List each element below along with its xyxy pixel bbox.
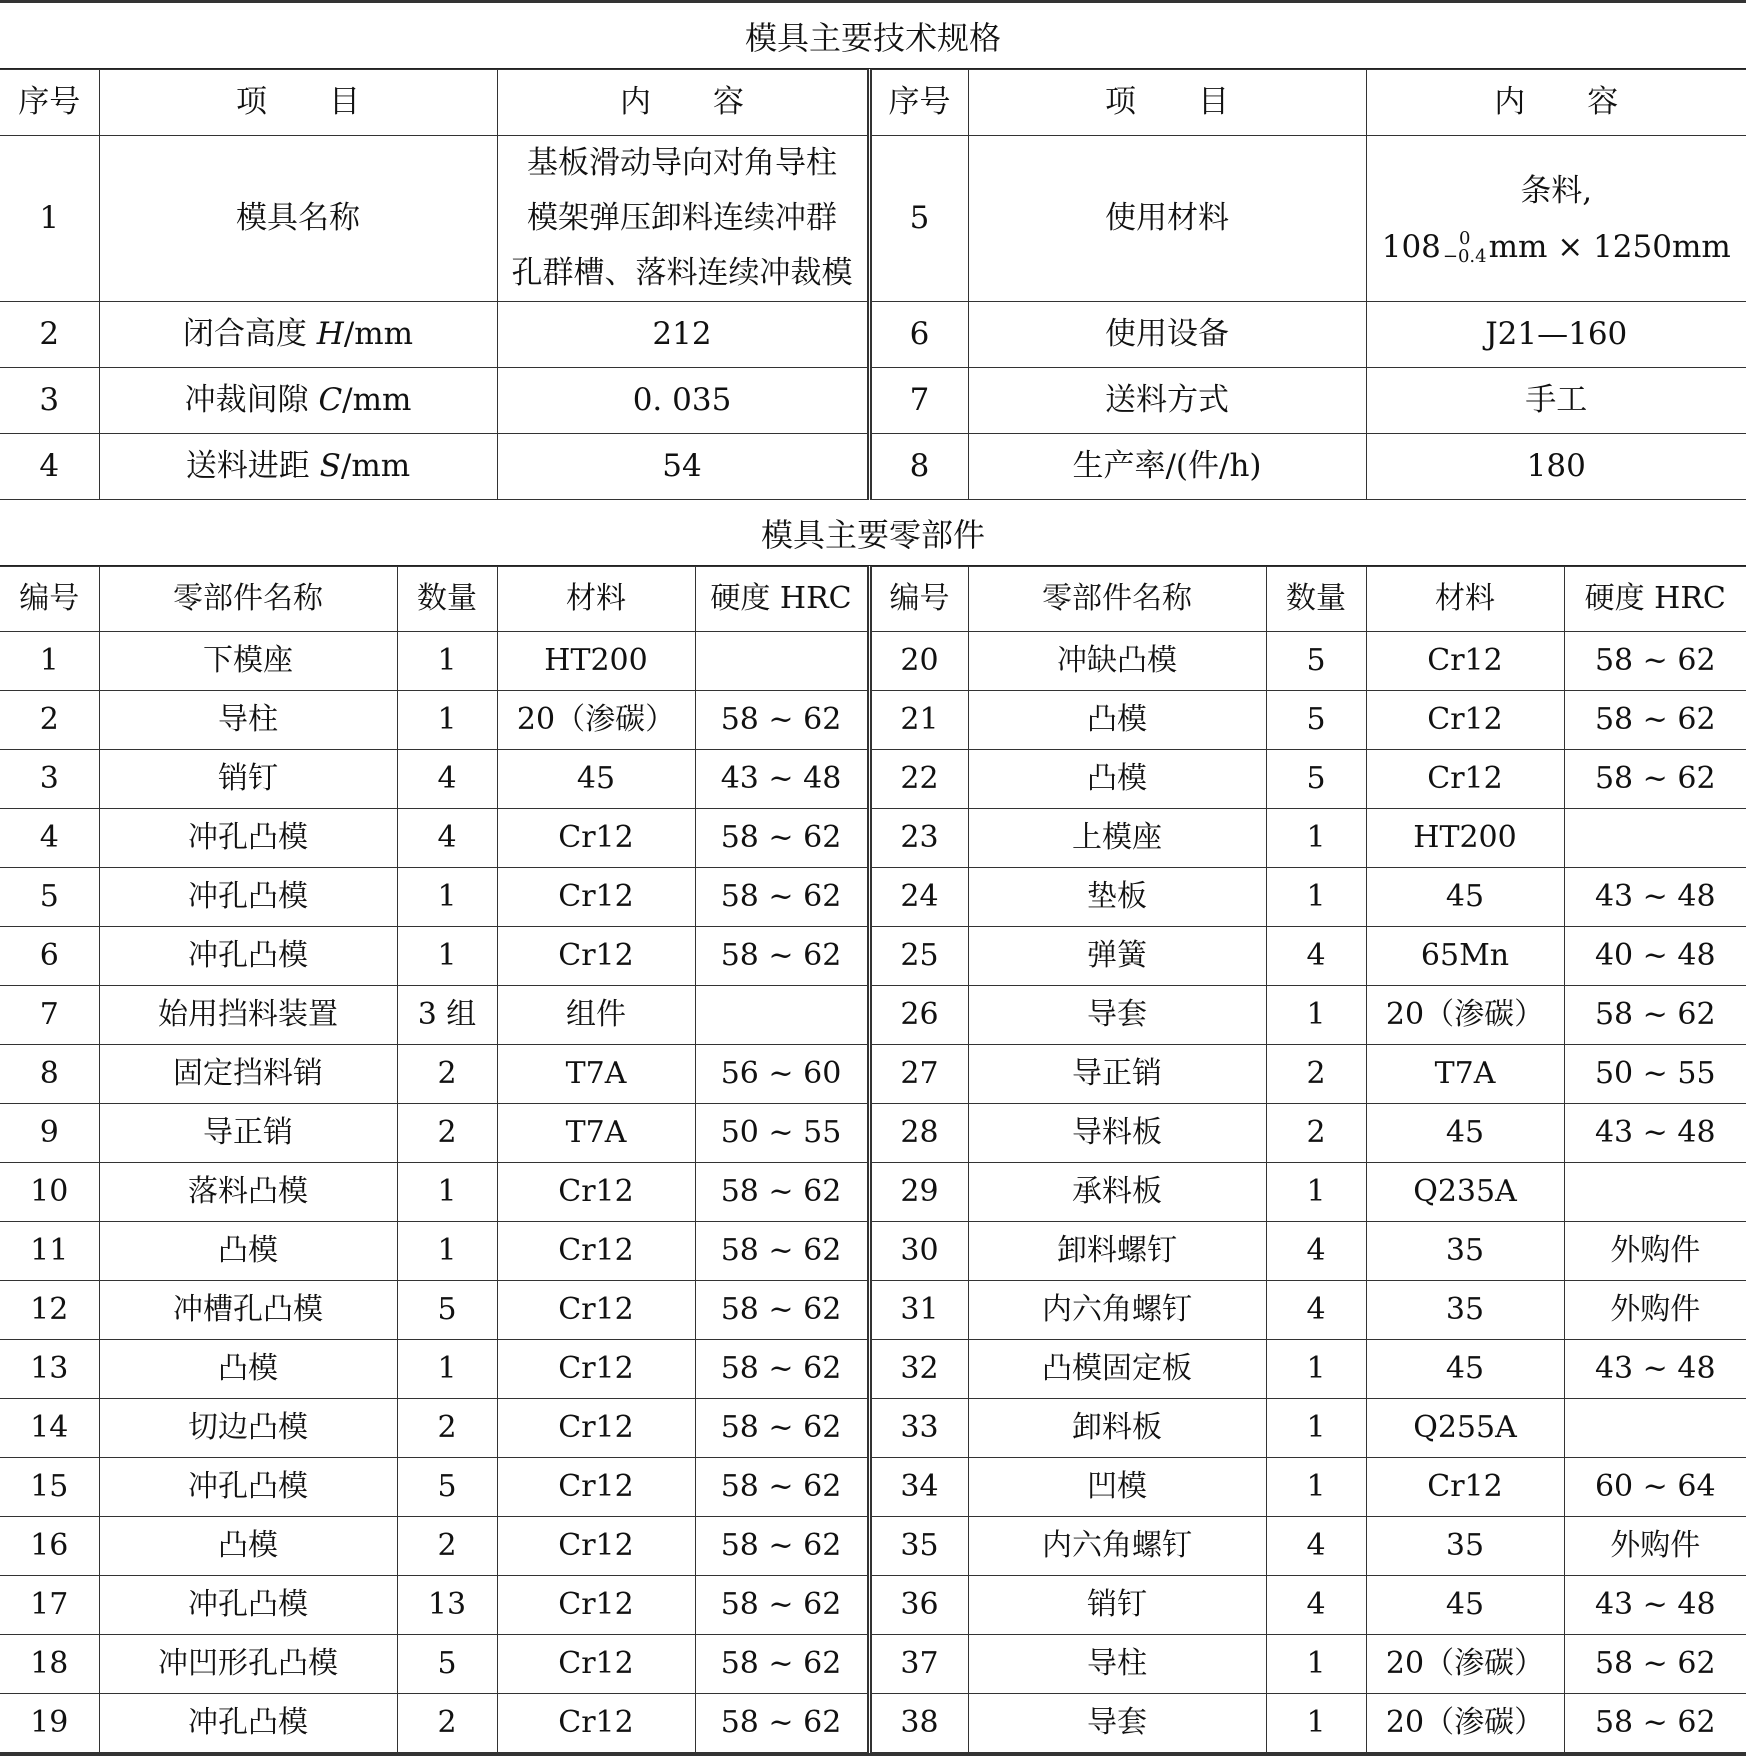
part-hardness: 50 ~ 55	[1564, 1045, 1746, 1104]
part-qty: 1	[397, 632, 497, 691]
part-name: 上模座	[968, 809, 1266, 868]
part-name: 冲孔凸模	[99, 809, 397, 868]
part-material: Cr12	[497, 1281, 695, 1340]
part-qty: 1	[397, 927, 497, 986]
part-qty: 4	[1266, 1222, 1366, 1281]
part-hardness: 58 ~ 62	[1564, 986, 1746, 1045]
part-qty: 1	[1266, 868, 1366, 927]
parts-title: 模具主要零部件	[0, 500, 1746, 566]
part-name: 切边凸模	[99, 1399, 397, 1458]
part-material: 20（渗碳）	[1366, 1635, 1564, 1694]
part-name: 导料板	[968, 1104, 1266, 1163]
part-no: 6	[0, 927, 99, 986]
part-hardness: 58 ~ 62	[1564, 1694, 1746, 1753]
part-hardness: 60 ~ 64	[1564, 1458, 1746, 1517]
part-name: 凸模	[99, 1340, 397, 1399]
part-no: 31	[869, 1281, 968, 1340]
part-no: 1	[0, 632, 99, 691]
part-no: 38	[869, 1694, 968, 1753]
part-hardness: 58 ~ 62	[695, 1281, 869, 1340]
spec-cell-item: 生产率/(件/h)	[968, 434, 1366, 500]
spec-header-row	[0, 70, 1746, 136]
part-hardness	[1564, 1163, 1746, 1222]
part-name: 承料板	[968, 1163, 1266, 1222]
part-material: 65Mn	[1366, 927, 1564, 986]
part-material: Cr12	[497, 927, 695, 986]
parts-row	[0, 986, 1746, 1045]
part-no: 23	[869, 809, 968, 868]
part-no: 36	[869, 1576, 968, 1635]
part-name: 冲孔凸模	[99, 1458, 397, 1517]
item-unit: /mm	[341, 448, 410, 484]
item-text: 送料进距	[186, 448, 320, 484]
spec-title: 模具主要技术规格	[0, 3, 1746, 69]
part-name: 导套	[968, 986, 1266, 1045]
part-material: Cr12	[497, 1694, 695, 1753]
part-hardness: 58 ~ 62	[1564, 750, 1746, 809]
part-no: 18	[0, 1635, 99, 1694]
mold-name-line: 模架弹压卸料连续冲群	[498, 191, 867, 246]
part-qty: 1	[397, 1340, 497, 1399]
spec-cell-no: 6	[869, 302, 968, 368]
part-hardness: 43 ~ 48	[1564, 1576, 1746, 1635]
spec-cell-item: 使用设备	[968, 302, 1366, 368]
part-hardness: 43 ~ 48	[1564, 1104, 1746, 1163]
part-name: 导正销	[99, 1104, 397, 1163]
tolerance	[1443, 230, 1487, 266]
parts-header-cell: 零部件名称	[968, 567, 1266, 632]
parts-row	[0, 1517, 1746, 1576]
part-no: 13	[0, 1340, 99, 1399]
parts-table	[0, 566, 1746, 1753]
part-hardness	[1564, 1399, 1746, 1458]
part-name: 落料凸模	[99, 1163, 397, 1222]
part-qty: 1	[1266, 986, 1366, 1045]
part-name: 冲孔凸模	[99, 1694, 397, 1753]
part-no: 4	[0, 809, 99, 868]
part-no: 5	[0, 868, 99, 927]
part-name: 冲孔凸模	[99, 868, 397, 927]
part-material: 45	[1366, 1104, 1564, 1163]
part-material: Cr12	[1366, 632, 1564, 691]
part-name: 下模座	[99, 632, 397, 691]
part-hardness: 43 ~ 48	[1564, 1340, 1746, 1399]
part-material: 45	[1366, 1576, 1564, 1635]
part-qty: 4	[1266, 927, 1366, 986]
part-hardness	[1564, 809, 1746, 868]
part-material: Cr12	[497, 1340, 695, 1399]
part-name: 导柱	[968, 1635, 1266, 1694]
spec-cell-content: 54	[497, 434, 869, 500]
parts-row	[0, 1281, 1746, 1340]
part-hardness: 58 ~ 62	[695, 868, 869, 927]
parts-header-cell: 硬度 HRC	[695, 567, 869, 632]
part-no: 37	[869, 1635, 968, 1694]
part-name: 始用挡料装置	[99, 986, 397, 1045]
part-hardness: 58 ~ 62	[695, 1399, 869, 1458]
part-name: 凸模	[968, 750, 1266, 809]
part-material: Cr12	[1366, 1458, 1564, 1517]
part-qty: 1	[1266, 1458, 1366, 1517]
part-material: Cr12	[497, 1458, 695, 1517]
item-unit: /mm	[344, 316, 413, 352]
material-dimension	[1367, 219, 1746, 275]
part-no: 14	[0, 1399, 99, 1458]
part-no: 24	[869, 868, 968, 927]
material-rest: mm × 1250mm	[1489, 229, 1731, 265]
parts-header-cell: 数量	[1266, 567, 1366, 632]
parts-row	[0, 1399, 1746, 1458]
part-qty: 13	[397, 1576, 497, 1635]
part-name: 弹簧	[968, 927, 1266, 986]
material-base: 108	[1382, 229, 1441, 265]
part-material: Cr12	[497, 1517, 695, 1576]
part-name: 内六角螺钉	[968, 1517, 1266, 1576]
part-hardness: 43 ~ 48	[1564, 868, 1746, 927]
parts-row	[0, 927, 1746, 986]
material-line: 条料,	[1367, 163, 1746, 219]
part-qty: 2	[1266, 1045, 1366, 1104]
part-material: 组件	[497, 986, 695, 1045]
part-name: 冲缺凸模	[968, 632, 1266, 691]
part-name: 冲槽孔凸模	[99, 1281, 397, 1340]
part-name: 垫板	[968, 868, 1266, 927]
part-material: Cr12	[497, 1635, 695, 1694]
parts-header-cell: 编号	[869, 567, 968, 632]
part-material: 45	[497, 750, 695, 809]
part-qty: 5	[397, 1281, 497, 1340]
part-qty: 2	[397, 1694, 497, 1753]
part-no: 19	[0, 1694, 99, 1753]
parts-row	[0, 1045, 1746, 1104]
part-hardness: 43 ~ 48	[695, 750, 869, 809]
spec-cell-item	[99, 302, 497, 368]
item-unit: /mm	[342, 382, 411, 418]
part-hardness: 58 ~ 62	[695, 691, 869, 750]
part-material: Cr12	[1366, 750, 1564, 809]
part-material: Q235A	[1366, 1163, 1564, 1222]
spec-cell-item	[99, 368, 497, 434]
part-no: 33	[869, 1399, 968, 1458]
part-qty: 5	[1266, 750, 1366, 809]
part-hardness: 40 ~ 48	[1564, 927, 1746, 986]
part-no: 20	[869, 632, 968, 691]
spec-header-cell: 内 容	[497, 70, 869, 136]
part-qty: 5	[397, 1635, 497, 1694]
part-no: 3	[0, 750, 99, 809]
spec-row	[0, 136, 1746, 302]
spec-cell-no: 3	[0, 368, 99, 434]
parts-row	[0, 1104, 1746, 1163]
part-name: 凸模	[99, 1222, 397, 1281]
part-qty: 4	[1266, 1517, 1366, 1576]
part-no: 15	[0, 1458, 99, 1517]
part-material: HT200	[497, 632, 695, 691]
tolerance-lower: −0.4	[1443, 248, 1487, 266]
part-no: 34	[869, 1458, 968, 1517]
item-text: 冲裁间隙	[185, 382, 319, 418]
parts-row	[0, 1340, 1746, 1399]
part-qty: 3 组	[397, 986, 497, 1045]
part-name: 导柱	[99, 691, 397, 750]
spec-cell-content: 0. 035	[497, 368, 869, 434]
part-name: 导套	[968, 1694, 1266, 1753]
part-no: 7	[0, 986, 99, 1045]
part-material: Cr12	[497, 1222, 695, 1281]
part-qty: 2	[397, 1045, 497, 1104]
part-no: 29	[869, 1163, 968, 1222]
part-material: T7A	[497, 1104, 695, 1163]
part-qty: 1	[1266, 1340, 1366, 1399]
part-no: 21	[869, 691, 968, 750]
part-qty: 1	[1266, 809, 1366, 868]
part-qty: 1	[1266, 1399, 1366, 1458]
spec-cell-no: 8	[869, 434, 968, 500]
part-material: 45	[1366, 1340, 1564, 1399]
part-hardness: 58 ~ 62	[695, 809, 869, 868]
part-no: 26	[869, 986, 968, 1045]
part-hardness: 58 ~ 62	[1564, 691, 1746, 750]
part-material: 35	[1366, 1281, 1564, 1340]
spec-cell-item: 送料方式	[968, 368, 1366, 434]
part-name: 凹模	[968, 1458, 1266, 1517]
part-no: 22	[869, 750, 968, 809]
parts-header-cell: 材料	[1366, 567, 1564, 632]
item-variable: C	[318, 382, 342, 418]
parts-row	[0, 1163, 1746, 1222]
part-qty: 1	[397, 691, 497, 750]
parts-header-row	[0, 567, 1746, 632]
part-hardness: 58 ~ 62	[695, 1694, 869, 1753]
part-name: 导正销	[968, 1045, 1266, 1104]
part-no: 17	[0, 1576, 99, 1635]
parts-header-cell: 材料	[497, 567, 695, 632]
part-no: 9	[0, 1104, 99, 1163]
part-hardness: 58 ~ 62	[695, 1222, 869, 1281]
part-name: 冲孔凸模	[99, 927, 397, 986]
spec-cell-no: 5	[869, 136, 968, 302]
parts-header-cell: 数量	[397, 567, 497, 632]
spec-cell-no: 4	[0, 434, 99, 500]
part-name: 凸模固定板	[968, 1340, 1266, 1399]
part-name: 冲孔凸模	[99, 1576, 397, 1635]
item-text: 闭合高度	[183, 316, 317, 352]
part-no: 32	[869, 1340, 968, 1399]
part-material: Q255A	[1366, 1399, 1564, 1458]
part-hardness: 58 ~ 62	[695, 1576, 869, 1635]
part-no: 30	[869, 1222, 968, 1281]
spec-cell-no: 7	[869, 368, 968, 434]
part-material: 35	[1366, 1222, 1564, 1281]
part-hardness: 58 ~ 62	[695, 1163, 869, 1222]
spec-cell-item: 模具名称	[99, 136, 497, 302]
spec-cell-content: 手工	[1366, 368, 1746, 434]
spec-cell-content: J21—160	[1366, 302, 1746, 368]
spec-header-cell: 序号	[869, 70, 968, 136]
parts-row	[0, 868, 1746, 927]
part-hardness	[695, 632, 869, 691]
part-no: 25	[869, 927, 968, 986]
parts-row	[0, 1222, 1746, 1281]
part-qty: 1	[1266, 1163, 1366, 1222]
part-qty: 4	[1266, 1576, 1366, 1635]
part-qty: 4	[397, 750, 497, 809]
parts-row	[0, 1635, 1746, 1694]
part-hardness: 外购件	[1564, 1517, 1746, 1576]
part-hardness: 外购件	[1564, 1281, 1746, 1340]
part-name: 固定挡料销	[99, 1045, 397, 1104]
part-hardness: 58 ~ 62	[695, 927, 869, 986]
part-no: 8	[0, 1045, 99, 1104]
part-material: 35	[1366, 1517, 1564, 1576]
part-qty: 2	[397, 1399, 497, 1458]
part-name: 冲凹形孔凸模	[99, 1635, 397, 1694]
part-name: 卸料板	[968, 1399, 1266, 1458]
part-hardness: 58 ~ 62	[695, 1517, 869, 1576]
part-hardness: 56 ~ 60	[695, 1045, 869, 1104]
part-hardness	[695, 986, 869, 1045]
item-variable: H	[317, 316, 344, 352]
part-hardness: 58 ~ 62	[695, 1340, 869, 1399]
part-material: 20（渗碳）	[497, 691, 695, 750]
item-variable: S	[320, 448, 341, 484]
part-hardness: 外购件	[1564, 1222, 1746, 1281]
part-qty: 2	[397, 1517, 497, 1576]
part-qty: 5	[1266, 691, 1366, 750]
spec-row	[0, 434, 1746, 500]
part-material: 20（渗碳）	[1366, 986, 1564, 1045]
part-qty: 5	[397, 1458, 497, 1517]
spec-header-cell: 项 目	[968, 70, 1366, 136]
part-material: Cr12	[497, 868, 695, 927]
part-qty: 2	[397, 1104, 497, 1163]
part-hardness: 58 ~ 62	[695, 1458, 869, 1517]
tolerance-upper: 0	[1443, 230, 1487, 248]
parts-row	[0, 1576, 1746, 1635]
part-hardness: 58 ~ 62	[695, 1635, 869, 1694]
spec-table	[0, 69, 1746, 500]
part-hardness: 50 ~ 55	[695, 1104, 869, 1163]
parts-header-cell: 硬度 HRC	[1564, 567, 1746, 632]
parts-header-cell: 零部件名称	[99, 567, 397, 632]
spec-row	[0, 302, 1746, 368]
parts-row	[0, 1694, 1746, 1753]
spec-header-cell: 项 目	[99, 70, 497, 136]
part-material: T7A	[1366, 1045, 1564, 1104]
part-material: Cr12	[497, 1163, 695, 1222]
part-qty: 1	[397, 868, 497, 927]
spec-cell-item	[99, 434, 497, 500]
part-material: Cr12	[497, 809, 695, 868]
part-no: 35	[869, 1517, 968, 1576]
part-qty: 1	[397, 1222, 497, 1281]
part-qty: 1	[1266, 1635, 1366, 1694]
part-name: 凸模	[968, 691, 1266, 750]
part-qty: 1	[397, 1163, 497, 1222]
part-no: 27	[869, 1045, 968, 1104]
spec-cell-content: 212	[497, 302, 869, 368]
parts-row	[0, 750, 1746, 809]
part-hardness: 58 ~ 62	[1564, 632, 1746, 691]
part-material: 20（渗碳）	[1366, 1694, 1564, 1753]
part-name: 凸模	[99, 1517, 397, 1576]
spec-header-cell: 内 容	[1366, 70, 1746, 136]
part-material: Cr12	[1366, 691, 1564, 750]
parts-row	[0, 632, 1746, 691]
part-name: 销钉	[99, 750, 397, 809]
part-qty: 4	[397, 809, 497, 868]
parts-header-cell: 编号	[0, 567, 99, 632]
part-name: 卸料螺钉	[968, 1222, 1266, 1281]
part-no: 12	[0, 1281, 99, 1340]
part-no: 11	[0, 1222, 99, 1281]
part-no: 16	[0, 1517, 99, 1576]
spec-header-cell: 序号	[0, 70, 99, 136]
part-qty: 4	[1266, 1281, 1366, 1340]
spec-cell-content	[497, 136, 869, 302]
part-qty: 2	[1266, 1104, 1366, 1163]
mold-name-line: 基板滑动导向对角导柱	[498, 136, 867, 191]
part-no: 28	[869, 1104, 968, 1163]
part-name: 内六角螺钉	[968, 1281, 1266, 1340]
part-material: Cr12	[497, 1399, 695, 1458]
part-material: 45	[1366, 868, 1564, 927]
part-no: 2	[0, 691, 99, 750]
parts-row	[0, 1458, 1746, 1517]
mold-name-line: 孔群槽、落料连续冲裁模	[498, 246, 867, 301]
part-qty: 5	[1266, 632, 1366, 691]
spec-cell-no: 2	[0, 302, 99, 368]
spec-cell-content	[1366, 136, 1746, 302]
spec-row	[0, 368, 1746, 434]
part-material: T7A	[497, 1045, 695, 1104]
spec-cell-no: 1	[0, 136, 99, 302]
spec-cell-item: 使用材料	[968, 136, 1366, 302]
part-name: 销钉	[968, 1576, 1266, 1635]
spec-cell-content: 180	[1366, 434, 1746, 500]
parts-row	[0, 809, 1746, 868]
part-material: HT200	[1366, 809, 1564, 868]
parts-row	[0, 691, 1746, 750]
part-hardness: 58 ~ 62	[1564, 1635, 1746, 1694]
part-material: Cr12	[497, 1576, 695, 1635]
part-no: 10	[0, 1163, 99, 1222]
part-qty: 1	[1266, 1694, 1366, 1753]
